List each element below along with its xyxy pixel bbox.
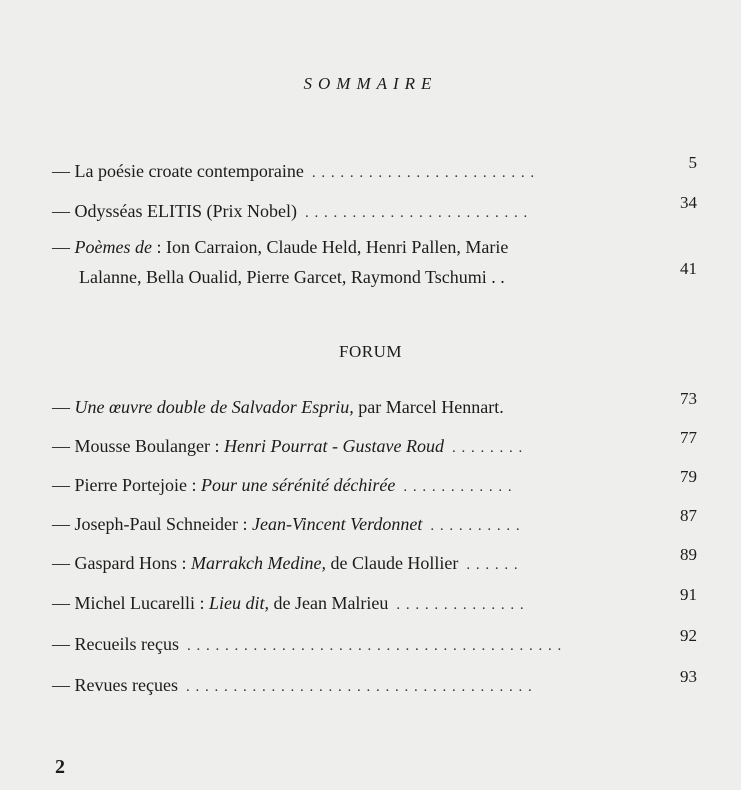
toc-entry (52, 467, 697, 502)
entry-title-italic: Pour une sérénité déchirée (200, 475, 396, 495)
entry-page-number: 73 (680, 389, 697, 408)
toc-entry (52, 232, 697, 292)
dot-leader: . . . . . . . . . . . . (403, 479, 513, 495)
toc-entry (52, 626, 697, 661)
entry-page-number: 34 (680, 193, 697, 212)
dot-leader: . . . . . . . . . . (430, 518, 521, 534)
entry-title: — La poésie croate contemporaine (52, 161, 304, 181)
toc-entry (52, 153, 697, 188)
entry-dash: — (52, 397, 75, 417)
entry-title: de Claude Hollier (325, 553, 459, 573)
entry-author: Gaspard Hons : (74, 553, 191, 573)
entry-page-number: 77 (680, 428, 697, 447)
entry-dash: — (52, 436, 75, 456)
entry-dash: — (52, 553, 75, 573)
entry-dash: — (52, 593, 75, 613)
entry-title: de Jean Malrieu (268, 593, 389, 613)
dot-leader: . . . . . . . . (451, 440, 524, 456)
toc-entry (52, 585, 697, 620)
entry-dash: — (52, 634, 75, 654)
entry-page-number: 92 (680, 626, 697, 645)
dot-leader: . . . . . . . . . . . . . . . . . . . . . . . . . . . . . . . . . . . . . (185, 679, 533, 695)
entry-dash: — (52, 675, 75, 695)
forum-heading: FORUM (339, 342, 402, 361)
entry-author: Pierre Portejoie : (74, 475, 201, 495)
entry-page-number: 5 (688, 153, 697, 172)
entry-title-italic: Lieu dit, (208, 593, 269, 613)
entry-title: Recueils reçus (74, 634, 179, 654)
toc-entry (52, 667, 697, 702)
entry-title-italic: Poèmes de (74, 237, 152, 257)
entry-author: Michel Lucarelli : (74, 593, 209, 613)
sommaire-heading: SOMMAIRE (303, 74, 438, 93)
toc-entry (52, 389, 697, 422)
entry-title-continuation: Lalanne, Bella Oualid, Pierre Garcet, Raymond Tschumi . . (79, 267, 505, 287)
entry-dash: — (52, 237, 75, 257)
entry-title: Revues reçues (74, 675, 178, 695)
entry-title-italic: Une œuvre double de Salvador Espriu, (74, 397, 354, 417)
entry-title-italic: Marrakch Medine, (190, 553, 326, 573)
toc-entry (52, 428, 697, 463)
entry-page-number: 87 (680, 506, 697, 525)
entry-title: — Odysséas ELITIS (Prix Nobel) (52, 201, 297, 221)
toc-entry (52, 545, 697, 580)
entry-page-number: 89 (680, 545, 697, 564)
dot-leader: . . . . . . . . . . . . . . . . . . . . . . . . (304, 205, 529, 221)
entry-title: par Marcel Hennart. (353, 397, 504, 417)
entry-page-number: 91 (680, 585, 697, 604)
entry-title-italic: Jean-Vincent Verdonnet (251, 514, 423, 534)
entry-page-number: 79 (680, 467, 697, 486)
toc-entry (52, 193, 697, 228)
page-folio-number: 2 (55, 756, 65, 778)
dot-leader: . . . . . . (466, 557, 519, 573)
toc-entry (52, 506, 697, 541)
entry-dash: — (52, 514, 75, 534)
entry-author: Joseph-Paul Schneider : (74, 514, 252, 534)
entry-title-italic: Henri Pourrat - Gustave Roud (223, 436, 444, 456)
entry-dash: — (52, 475, 75, 495)
entry-author: Mousse Boulanger : (74, 436, 224, 456)
dot-leader: . . . . . . . . . . . . . . . . . . . . . . . . (311, 165, 536, 181)
entry-title: : Ion Carraion, Claude Held, Henri Pallen, Marie (151, 237, 509, 257)
entry-page-number: 93 (680, 667, 697, 686)
dot-leader: . . . . . . . . . . . . . . . . . . . . . . . . . . . . . . . . . . . . . . . . (186, 638, 563, 654)
entry-page-number: 41 (680, 259, 697, 278)
dot-leader: . . . . . . . . . . . . . . (396, 597, 525, 613)
